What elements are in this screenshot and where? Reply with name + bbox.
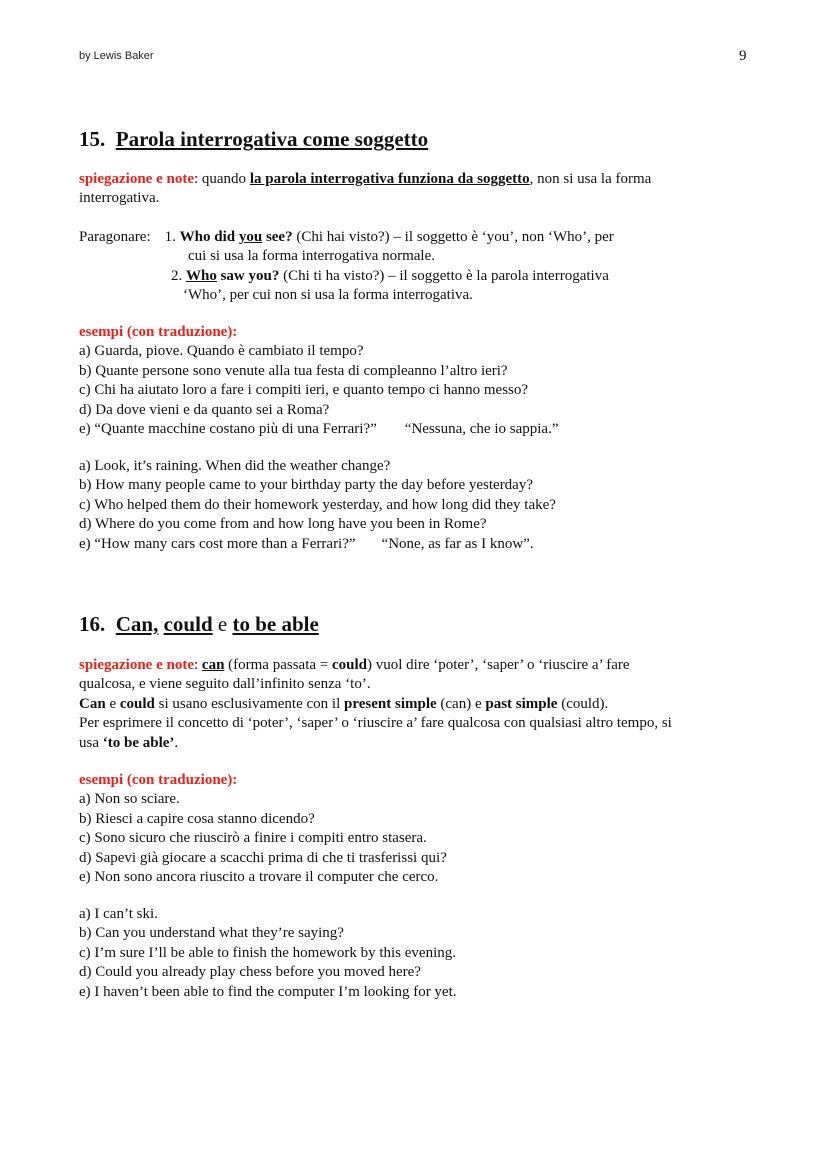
page-number: 9	[739, 48, 747, 64]
list-item: a) Guarda, piove. Quando è cambiato il tempo?	[79, 343, 364, 360]
list-item: c) I’m sure I’ll be able to finish the homework by this evening.	[79, 944, 456, 961]
notes-label: spiegazione e note	[79, 171, 194, 187]
section-15-translations	[79, 457, 759, 554]
list-item: c) Who helped them do their homework yesterday, and how long did they take?	[79, 496, 556, 513]
list-item: e) “How many cars cost more than a Ferrari?” “None, as far as I know”.	[79, 535, 534, 552]
section-15-title: 15. Parola interrogativa come soggetto	[79, 127, 429, 151]
section-16-notes: spiegazione e note: can (forma passata = could) vuol dire ‘poter’, ‘saper’ o ‘riuscire a’ fare qualcosa, e viene seguito dall’infinito senza ‘to’. Can e could si usano esclusivamente con il present simple (can) e past simple (could). Per esprimere il concetto di ‘poter’, ‘saper’ o ‘riuscire a’ fare qualcosa con qualsiasi altro tempo, si usa ‘to be able’.	[79, 657, 672, 751]
list-item: a) I can’t ski.	[79, 906, 158, 922]
list-item: c) Sono sicuro che riuscirò a finire i compiti entro stasera.	[79, 830, 427, 847]
notes-label: spiegazione e note	[79, 657, 194, 673]
author-header: by Lewis Baker	[79, 50, 154, 62]
section-16-examples	[79, 771, 759, 887]
list-item: d) Da dove vieni e da quanto sei a Roma?	[79, 401, 330, 418]
list-item: a) Non so sciare.	[79, 791, 180, 808]
list-item: b) How many people came to your birthday party the day before yesterday?	[79, 477, 533, 494]
section-16-translations	[79, 905, 759, 1002]
section-16-title: 16. Can, could e to be able	[79, 612, 319, 636]
list-item: b) Can you understand what they’re saying?	[79, 925, 344, 942]
list-item: e) I haven’t been able to find the computer I’m looking for yet.	[79, 983, 457, 1000]
list-item: d) Where do you come from and how long have you been in Rome?	[79, 516, 487, 533]
examples-label: esempi (con traduzione):	[79, 772, 238, 788]
section-15-examples	[79, 323, 759, 439]
list-item: d) Could you already play chess before you moved here?	[79, 964, 421, 981]
list-item: b) Riesci a capire cosa stanno dicendo?	[79, 810, 315, 827]
list-item: e) “Quante macchine costano più di una Ferrari?” “Nessuna, che io sappia.”	[79, 421, 559, 438]
list-item: b) Quante persone sono venute alla tua festa di compleanno l’altro ieri?	[79, 362, 508, 379]
list-item: a) Look, it’s raining. When did the weather change?	[79, 458, 391, 474]
examples-label: esempi (con traduzione):	[79, 324, 238, 340]
section-15-notes: spiegazione e note: quando la parola interrogativa funziona da soggetto, non si usa la forma interrogativa.	[79, 171, 652, 207]
list-item: c) Chi ha aiutato loro a fare i compiti ieri, e quanto tempo ci hanno messo?	[79, 382, 529, 399]
list-item: d) Sapevi già giocare a scacchi prima di che ti trasferissi qui?	[79, 849, 447, 866]
list-item: e) Non sono ancora riuscito a trovare il computer che cerco.	[79, 869, 439, 886]
compare-block: Paragonare: 1. Who did you see? (Chi hai visto?) – il soggetto è ‘you’, non ‘Who’, per cui si usa la forma interrogativa normale. 2. Who saw you? (Chi ti ha visto?) – il soggetto è la parola interrogativa ‘Who’, per cui non si usa la forma interrogativa.	[79, 229, 614, 304]
